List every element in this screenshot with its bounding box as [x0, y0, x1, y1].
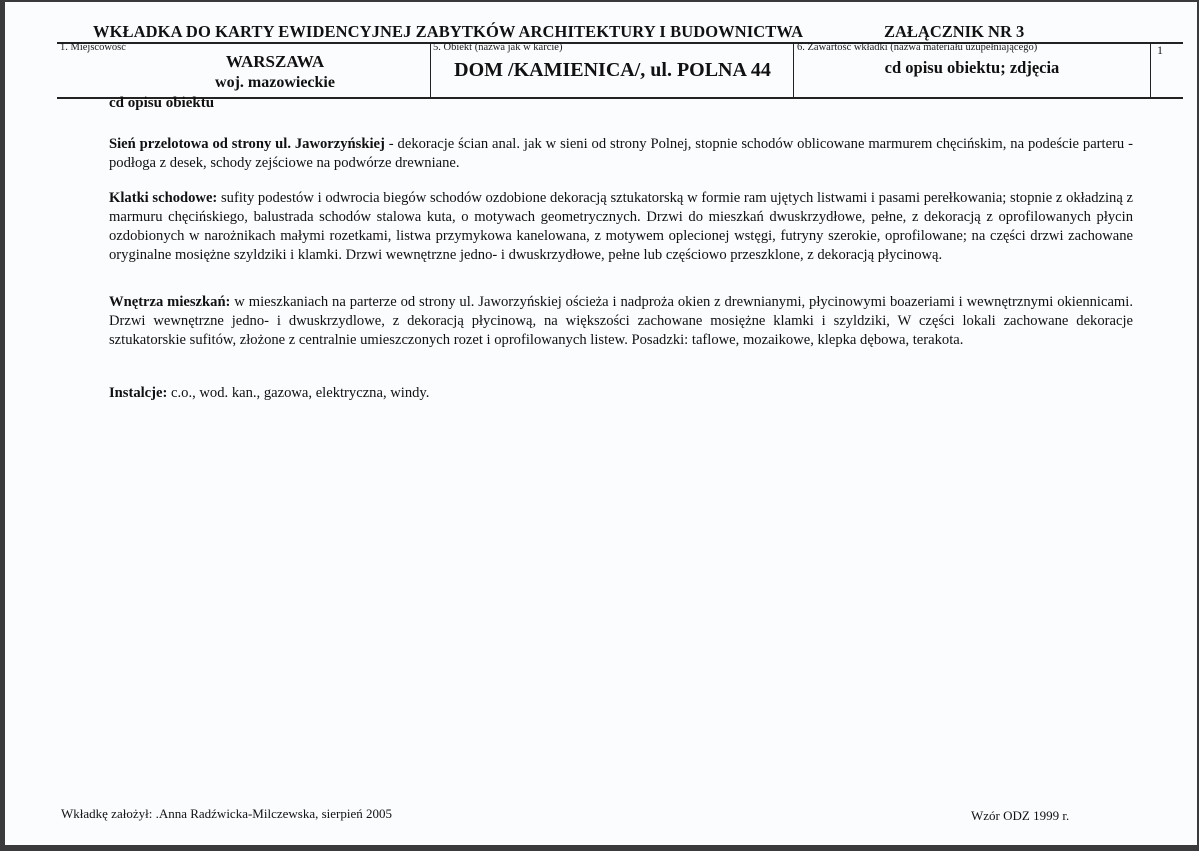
object-name: DOM /KAMIENICA/, ul. POLNA 44 [454, 59, 771, 81]
location-city: WARSZAWA [225, 52, 325, 71]
footer-author: Wkładkę założył: .Anna Radźwicka-Milczewska, sierpień 2005 [61, 806, 393, 821]
document-title: WKŁADKA DO KARTY EWIDENCYJNEJ ZABYTKÓW ARCHITEKTURY I BUDOWNICTWA [93, 22, 804, 41]
paragraph-vestibule [109, 135, 1133, 173]
header-bottom-border [57, 97, 1183, 99]
section-title: cd opisu obiektu [109, 95, 215, 111]
location-label: 1. Miejscowość [60, 42, 126, 53]
header-divider-1 [430, 42, 431, 98]
paragraph-lead: Instalcje: [109, 385, 168, 401]
page-number: 1 [1157, 43, 1163, 57]
paragraph-lead: Sień przelotowa od strony ul. Jaworzyńskiej [109, 136, 385, 152]
paragraph-apartment-interiors [109, 293, 1133, 350]
paragraph-text: sufity podestów i odwrocia biegów schodów ozdobione dekoracją sztukatorską w formie ram ujętych listwami i pasami perełkowania; stopnie z okładziną z marmuru chęcińskiego, balustrada schodów stalowa kuta, o motywach geometrycznych. Drzwi do mieszkań dwuskrzydłowe, pełne, z dekoracją z oprofilowanych płycin ozdobionych w narożnikach małymi rozetkami, listwa przymykowa kanelowana, z motywem oplecionej wstęgi, futryny szerokie, oprofilowane; na części drzwi zachowane oryginalne mosiężne szyldziki i klamki. Drzwi wewnętrzne jedno- i dwuskrzydłowe, pełne lub częściowo przeszklone, z dekoracją płycinową. [109, 190, 1133, 263]
paragraph-text: c.o., wod. kan., gazowa, elektryczna, windy. [167, 385, 430, 401]
header-divider-2 [793, 42, 794, 98]
contents-value: cd opisu obiektu; zdjęcia [884, 58, 1060, 77]
footer-form-version: Wzór ODZ 1999 r. [971, 808, 1070, 823]
document-page [5, 2, 1197, 845]
header-divider-3 [1150, 42, 1151, 98]
location-voivodeship: woj. mazowieckie [215, 74, 335, 91]
paragraph-lead: Wnętrza mieszkań: [109, 294, 231, 310]
paragraph-lead: Klatki schodowe: [109, 190, 218, 206]
title-row [57, 22, 1183, 42]
paragraph-text: w mieszkaniach na parterze od strony ul. Jaworzyńskiej ościeża i nadproża okien z drewnianymi, płycinowymi boazeriami i wewnętrznymi okiennicami. Drzwi wewnętrzne jedno- i dwuskrzydlowe, z dekoracją płycinową, na większości zachowane mosiężne klamki i szyldziki, W części lokali zachowane dekoracje sztukatorskie sufitów, złożone z centralnie umieszczonych rozet i oprofilowanych listew. Posadzki: taflowe, mozaikowe, klepka dębowa, terakota. [109, 294, 1133, 348]
contents-label: 6. Zawartość wkładki (nazwa materiału uzupełniającego) [797, 42, 1038, 53]
paragraph-staircases [109, 189, 1133, 265]
paragraph-text: - dekoracje ścian anal. jak w sieni od strony Polnej, stopnie schodów oblicowane marmurem chęcińskim, na podeście parteru - podłoga z desek, schody zejściowe na podwórze drewniane. [109, 136, 1133, 171]
object-label: 5. Obiekt (nazwa jak w karcie) [433, 42, 563, 53]
attachment-number: ZAŁĄCZNIK NR 3 [884, 22, 1025, 41]
paragraph-installations [109, 384, 1133, 403]
